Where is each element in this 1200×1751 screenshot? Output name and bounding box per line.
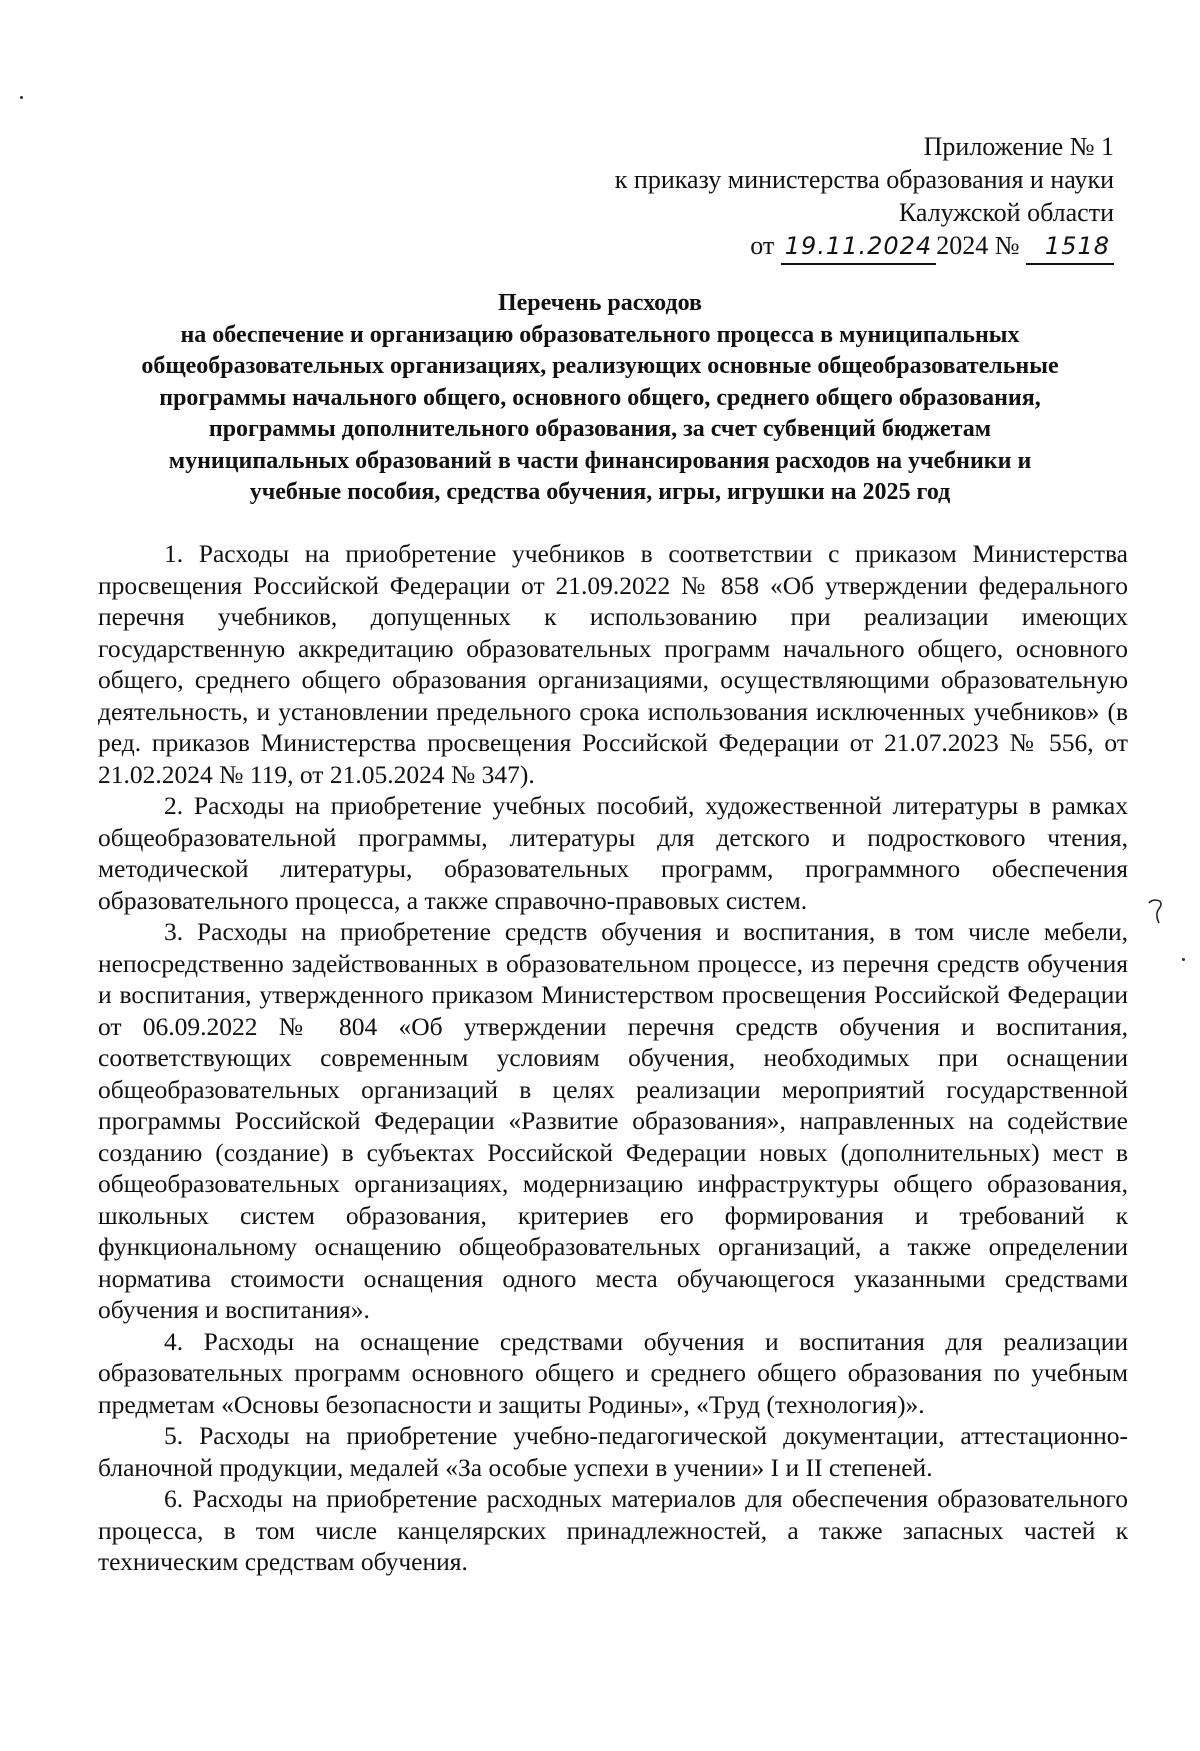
appendix-title: Приложение № 1 <box>923 132 1114 161</box>
handwritten-order-number: 1518 <box>1026 230 1114 265</box>
margin-pen-mark <box>1146 898 1166 924</box>
appendix-header <box>615 130 1114 265</box>
title-line: Перечень расходов <box>497 290 702 316</box>
title-line: общеобразовательных организациях, реализующих основные общеобразовательные <box>141 353 1059 379</box>
scan-speck <box>1182 958 1185 961</box>
list-item-6: 6. Расходы на приобретение расходных материалов для обеспечения образовательного процесса, в том числе канцелярских принадлежностей, а также запасных частей к техническим средствам обучения. <box>98 1484 1128 1576</box>
date-year: 2024 <box>936 231 989 260</box>
scan-speck <box>20 96 23 99</box>
order-date-line <box>615 229 1114 265</box>
list-item-2: 2. Расходы на приобретение учебных пособий, художественной литературы в рамках общеобразовательной программы, литературы для детского и подросткового чтения, методической литературы, образовательных программ, программного обеспечения образовательного процесса, а также справочно-правовых систем. <box>98 791 1128 915</box>
number-prefix: № <box>994 231 1020 260</box>
list-item-5: 5. Расходы на приобретение учебно-педагогической документации, аттестационно-бланочной продукции, медалей «За особые успехи в учении» I и II степеней. <box>98 1421 1128 1482</box>
region-name: Калужской области <box>898 198 1114 227</box>
list-item-3: 3. Расходы на приобретение средств обучения и воспитания, в том числе мебели, непосредственно задействованных в образовательном процессе, из перечня средств обучения и воспитания, утвержденного приказом Министерством просвещения Российской Федерации от 06.09.2022 № 804 «Об утверждении перечня средств обучения и воспитания, соответствующих современным условиям обучения, необходимых при оснащении общеобразовательных организаций в целях реализации мероприятий государственной программы Российской Федерации «Развитие образования», направленных на содействие созданию (создание) в субъектах Российской Федерации новых (дополнительных) мест в общеобразовательных организациях, модернизацию инфраструктуры общего образования, школьных систем образования, критериев его формирования и требований к функциональному оснащению общеобразовательных организаций, а также определении норматива стоимости оснащения одного места обучающегося указанными средствами обучения и воспитания». <box>98 917 1128 1324</box>
handwritten-date: 19.11.2024 <box>781 230 936 265</box>
title-line: муниципальных образований в части финансирования расходов на учебники и <box>168 447 1032 474</box>
document-body <box>98 538 1128 1578</box>
document-title <box>90 288 1110 509</box>
order-reference: к приказу министерства образования и науки <box>614 165 1114 194</box>
title-line: на обеспечение и организацию образовательного процесса в муниципальных <box>180 321 1020 348</box>
title-line: программы начального общего, основного общего, среднего общего образования, <box>159 384 1041 411</box>
list-item-4: 4. Расходы на оснащение средствами обучения и воспитания для реализации образовательных программ основного общего и среднего общего образования по учебным предметам «Основы безопасности и защиты Родины», «Труд (технология)». <box>98 1326 1128 1419</box>
list-item-1: 1. Расходы на приобретение учебников в соответствии с приказом Министерства просвещения Российской Федерации от 21.09.2022 № 858 «Об утверждении федерального перечня учебников, допущенных к использованию при реализации имеющих государственную аккредитацию образовательных программ начального общего, основного общего, среднего общего образования организациями, осуществляющими образовательную деятельность, и установлении предельного срока использования исключенных учебников» (в ред. приказов Министерства просвещения Российской Федерации от 21.07.2023 № 556, от 21.02.2024 № 119, от 21.05.2024 № 347). <box>98 539 1128 789</box>
title-line: учебные пособия, средства обучения, игры, игрушки на 2025 год <box>249 479 951 505</box>
title-line: программы дополнительного образования, за счет субвенций бюджетам <box>208 416 992 442</box>
date-prefix: от <box>750 231 775 260</box>
